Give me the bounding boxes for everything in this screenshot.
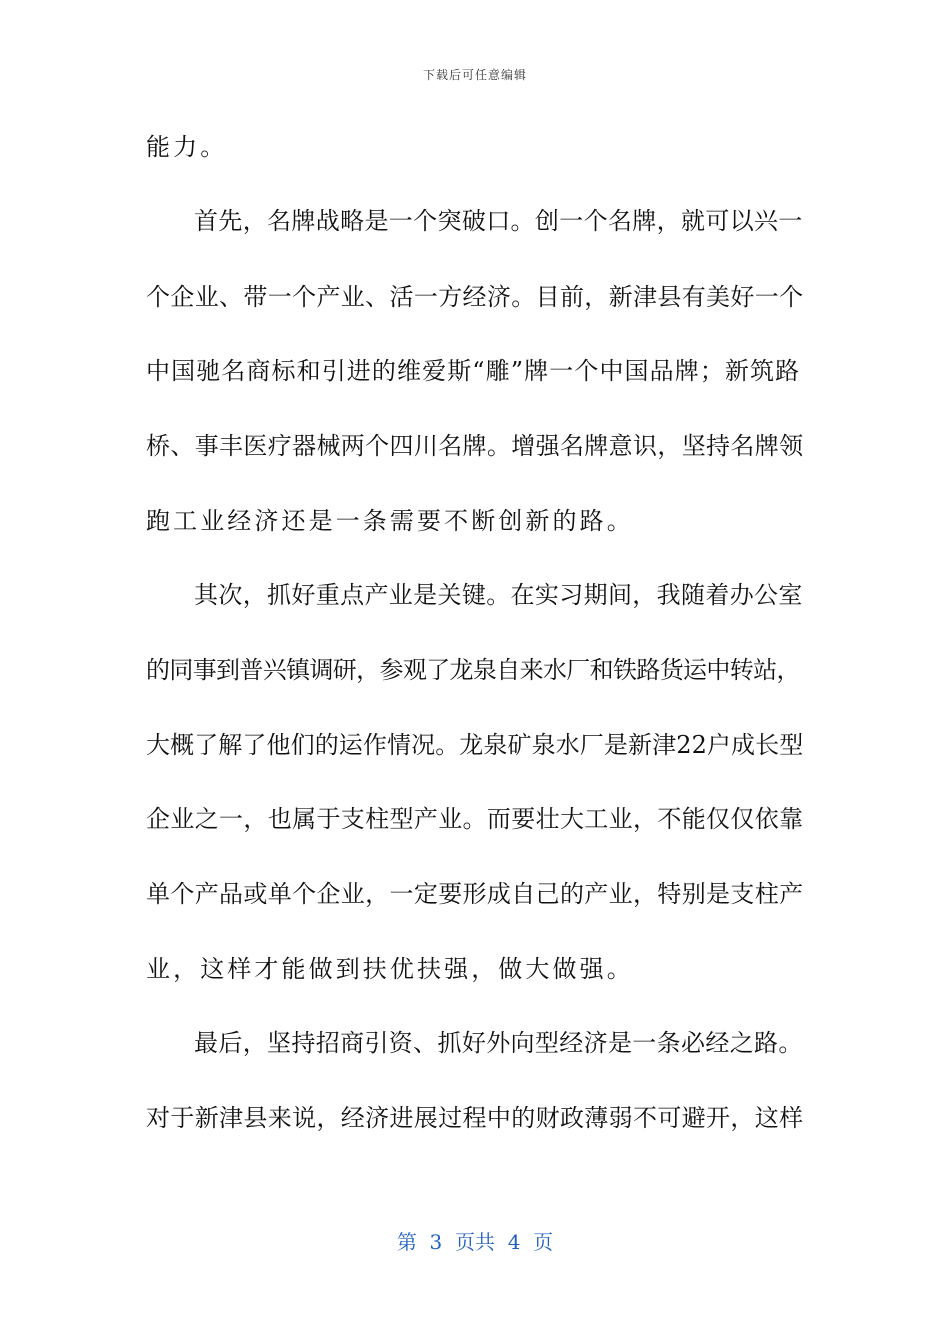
paragraph-line: 跑工业经济还是一条需要不断创新的路。 — [146, 507, 634, 535]
paragraph-line: 单个产品或单个企业，一定要形成自己的产业，特别是支柱产 — [146, 880, 804, 908]
paragraph-line: 个企业、带一个产业、活一方经济。目前，新津县有美好一个 — [146, 283, 804, 311]
page-number-footer: 第 3 页共 4 页 — [396, 1230, 554, 1254]
page-header: 下载后可任意编辑 — [422, 68, 527, 82]
paragraph-line: 中国驰名商标和引进的维爱斯“雕”牌一个中国品牌；新筑路 — [146, 357, 801, 385]
paragraph-line: 首先，名牌战略是一个突破口。创一个名牌，就可以兴一 — [194, 207, 803, 235]
paragraph-line: 业，这样才能做到扶优扶强，做大做强。 — [146, 955, 634, 983]
paragraph-line: 对于新津县来说，经济进展过程中的财政薄弱不可避开，这样 — [146, 1104, 804, 1132]
paragraph-line: 的同事到普兴镇调研，参观了龙泉自来水厂和铁路货运中转站， — [146, 656, 800, 684]
paragraph-line: 企业之一，也属于支柱型产业。而要壮大工业，不能仅仅依靠 — [146, 805, 804, 833]
paragraph-line: 最后，坚持招商引资、抓好外向型经济是一条必经之路。 — [194, 1029, 803, 1057]
paragraph-line: 能力。 — [146, 133, 228, 161]
paragraph-line: 大概了解了他们的运作情况。龙泉矿泉水厂是新津22户成长型 — [146, 731, 804, 759]
paragraph-line: 其次，抓好重点产业是关键。在实习期间，我随着办公室 — [194, 581, 803, 609]
paragraph-line: 桥、事丰医疗器械两个四川名牌。增强名牌意识，坚持名牌领 — [146, 432, 804, 460]
